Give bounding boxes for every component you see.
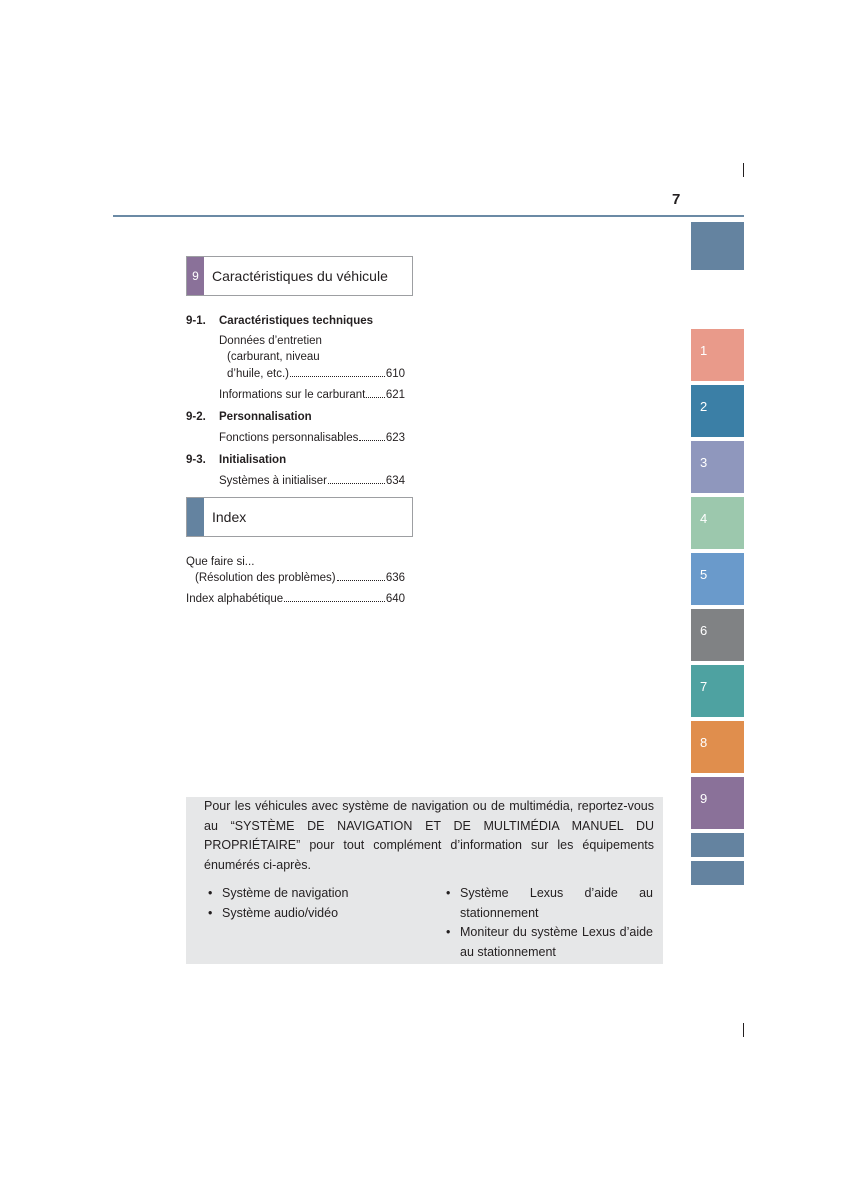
bullet-mark: •	[446, 925, 451, 939]
crop-mark-bottom	[743, 1023, 744, 1037]
section-9-number: 9	[187, 257, 204, 295]
toc-page-621: 621	[385, 389, 405, 401]
toc-page-623: 623	[385, 432, 405, 444]
index-title: Index	[212, 509, 247, 525]
chapter-tab-10[interactable]	[691, 833, 744, 857]
toc-9-1-number: 9-1.	[186, 315, 206, 327]
header-rule	[113, 215, 744, 217]
chapter-tab-3[interactable]: 3	[691, 441, 744, 493]
toc-9-3-number: 9-3.	[186, 454, 206, 466]
navigation-info-box	[186, 797, 663, 964]
bullet-mark: •	[446, 886, 451, 900]
toc-entry-what-to-do-line1[interactable]: Que faire si...	[186, 556, 255, 568]
index-accent	[187, 498, 204, 536]
bullet-text: Système de navigation	[222, 886, 349, 900]
toc-entry-custom-features-label: Fonctions personnalisables	[219, 432, 359, 444]
toc-9-2-title[interactable]: Personnalisation	[219, 411, 312, 423]
chapter-tab-11[interactable]	[691, 861, 744, 885]
toc-entry-init-systems-label: Systèmes à initialiser	[219, 475, 328, 487]
info-paragraph: Pour les véhicules avec système de navigation ou de multimédia, reportez-vous au “SYSTÈME DE NAVIGATION ET DE MULTIMÉDIA MANUEL DU PROPRIÉTAIRE” pour tout complément d’information sur les équipements énumérés ci-après.	[204, 799, 654, 872]
toc-entry-troubleshooting-label: (Résolution des problèmes)	[195, 572, 336, 584]
toc-entry-custom-features[interactable]	[219, 430, 405, 446]
toc-9-1-title[interactable]: Caractéristiques techniques	[219, 315, 374, 327]
toc-9-2-number: 9-2.	[186, 411, 206, 423]
bullet-text: Système Lexus d’aide au stationnement	[460, 886, 653, 920]
toc-entry-fuel-info[interactable]	[219, 387, 405, 403]
bullet-text: Moniteur du système Lexus d’aide au stationnement	[460, 925, 653, 959]
section-9-title: Caractéristiques du véhicule	[212, 268, 388, 284]
chapter-tab-1[interactable]: 1	[691, 329, 744, 381]
leader-dots	[359, 439, 384, 441]
leader-dots	[337, 579, 385, 581]
toc-entry-maintenance-line1[interactable]: Données d’entretien	[219, 335, 322, 347]
chapter-tab-7[interactable]: 7	[691, 665, 744, 717]
chapter-tab-2[interactable]: 2	[691, 385, 744, 437]
leader-dots	[284, 600, 385, 602]
bullet-mark: •	[208, 906, 213, 920]
chapter-tab-8[interactable]: 8	[691, 721, 744, 773]
bullet-mark: •	[208, 886, 213, 900]
leader-dots	[290, 375, 385, 377]
toc-page-640: 640	[385, 593, 405, 605]
index-header	[186, 497, 413, 537]
section-9-header	[186, 256, 413, 296]
chapter-tab-9[interactable]: 9	[691, 777, 744, 829]
toc-entry-maintenance-line3: d’huile, etc.)	[227, 368, 290, 380]
chapter-tab-contents[interactable]	[691, 222, 744, 270]
page-number: 7	[672, 191, 681, 208]
crop-mark-top	[743, 163, 744, 177]
toc-entry-init-systems[interactable]	[219, 473, 405, 489]
leader-dots	[366, 396, 384, 398]
chapter-tab-4[interactable]: 4	[691, 497, 744, 549]
leader-dots	[328, 482, 385, 484]
bullet-text: Système audio/vidéo	[222, 906, 339, 920]
toc-entry-alphabetical-index-label: Index alphabétique	[186, 593, 284, 605]
chapter-tab-6[interactable]: 6	[691, 609, 744, 661]
chapter-tab-5[interactable]: 5	[691, 553, 744, 605]
toc-entry-alphabetical-index[interactable]	[186, 591, 405, 607]
toc-page-610: 610	[385, 368, 405, 380]
toc-entry-fuel-info-label: Informations sur le carburant	[219, 389, 366, 401]
toc-page-636: 636	[385, 572, 405, 584]
toc-entry-troubleshooting[interactable]	[195, 570, 405, 586]
toc-9-3-title[interactable]: Initialisation	[219, 454, 287, 466]
toc-entry-maintenance-line2[interactable]: (carburant, niveau	[227, 351, 320, 363]
toc-entry-maintenance[interactable]	[227, 366, 405, 382]
toc-page-634: 634	[385, 475, 405, 487]
